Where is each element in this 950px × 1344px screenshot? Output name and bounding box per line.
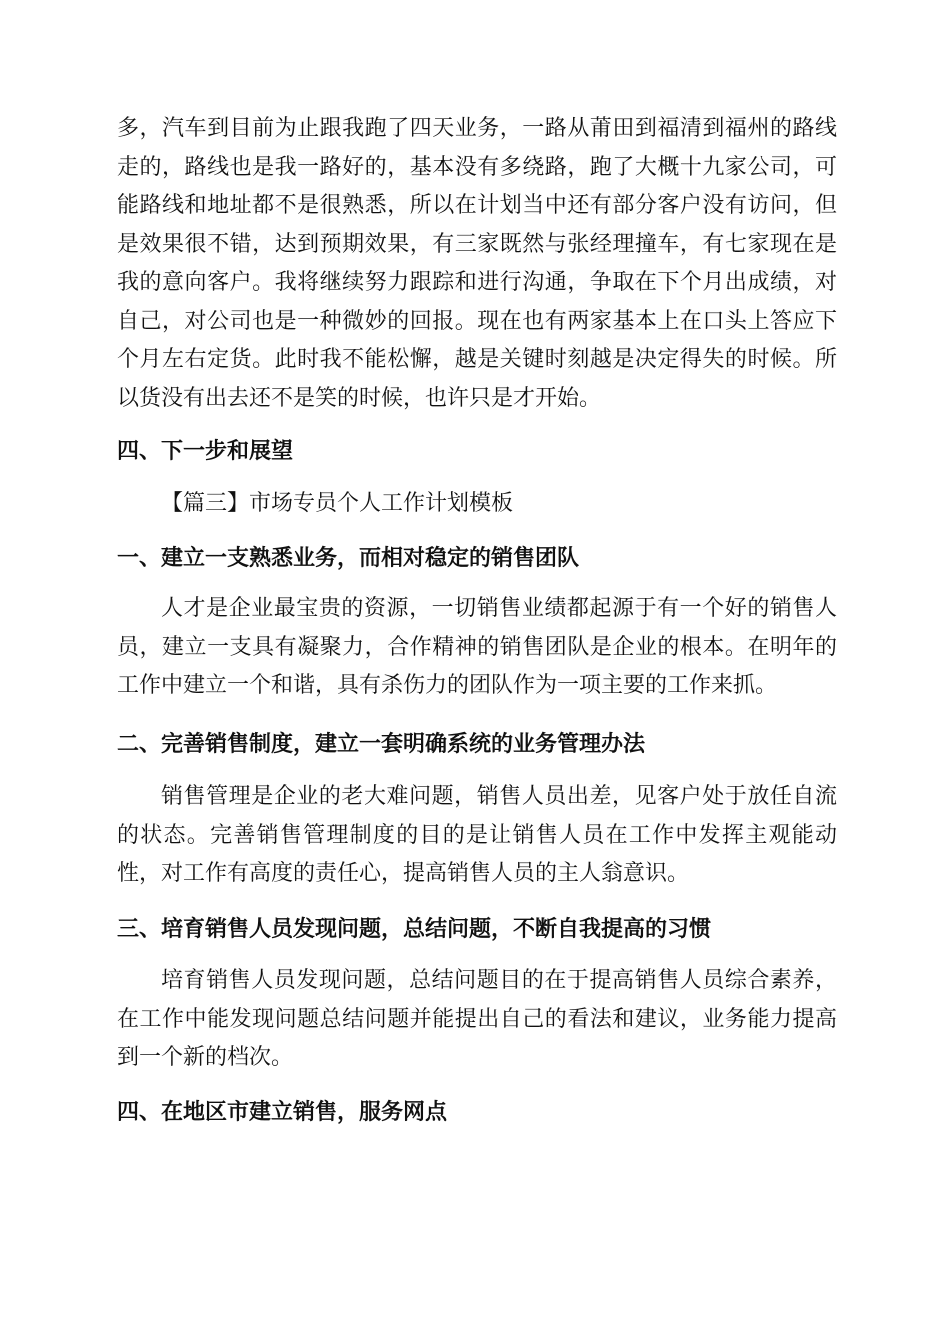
section-body-2: 销售管理是企业的老大难问题，销售人员出差，见客户处于放任自流的状态。完善销售管理制度的目的是让销售人员在工作中发挥主观能动性，对工作有高度的责任心，提高销售人员的主人翁意识。 bbox=[117, 784, 837, 886]
section-body-1: 人才是企业最宝贵的资源，一切销售业绩都起源于有一个好的销售人员，建立一支具有凝聚力，合作精神的销售团队是企业的根本。在明年的工作中建立一个和谐，具有杀伤力的团队作为一项主要的工作来抓。 bbox=[117, 596, 837, 698]
section-heading-1: 一、建立一支熟悉业务，而相对稳定的销售团队 bbox=[117, 545, 580, 571]
section-body-3: 培育销售人员发现问题，总结问题目的在于提高销售人员综合素养，在工作中能发现问题总结问题并能提出自己的看法和建议，业务能力提高到一个新的档次。 bbox=[117, 968, 837, 1070]
section-four-heading: 四、下一步和展望 bbox=[117, 438, 294, 464]
section-heading-3: 三、培育销售人员发现问题，总结问题，不断自我提高的习惯 bbox=[117, 916, 712, 942]
section-heading-2: 二、完善销售制度，建立一套明确系统的业务管理办法 bbox=[117, 731, 646, 757]
section-heading-4: 四、在地区市建立销售，服务网点 bbox=[117, 1099, 448, 1125]
intro-paragraph: 多，汽车到目前为止跟我跑了四天业务，一路从莆田到福清到福州的路线走的，路线也是我一路好的，基本没有多绕路，跑了大概十九家公司，可能路线和地址都不是很熟悉，所以在计划当中还有部分客户没有访问，但是效果很不错，达到预期效果，有三家既然与张经理撞车，有七家现在是我的意向客户。我将继续努力跟踪和进行沟通，争取在下个月出成绩，对自己，对公司也是一种微妙的回报。现在也有两家基本上在口头上答应下个月左右定货。此时我不能松懈，越是关键时刻越是决定得失的时候。所以货没有出去还不是笑的时候，也许只是才开始。 bbox=[117, 116, 837, 411]
part-title: 【篇三】市场专员个人工作计划模板 bbox=[161, 491, 514, 516]
